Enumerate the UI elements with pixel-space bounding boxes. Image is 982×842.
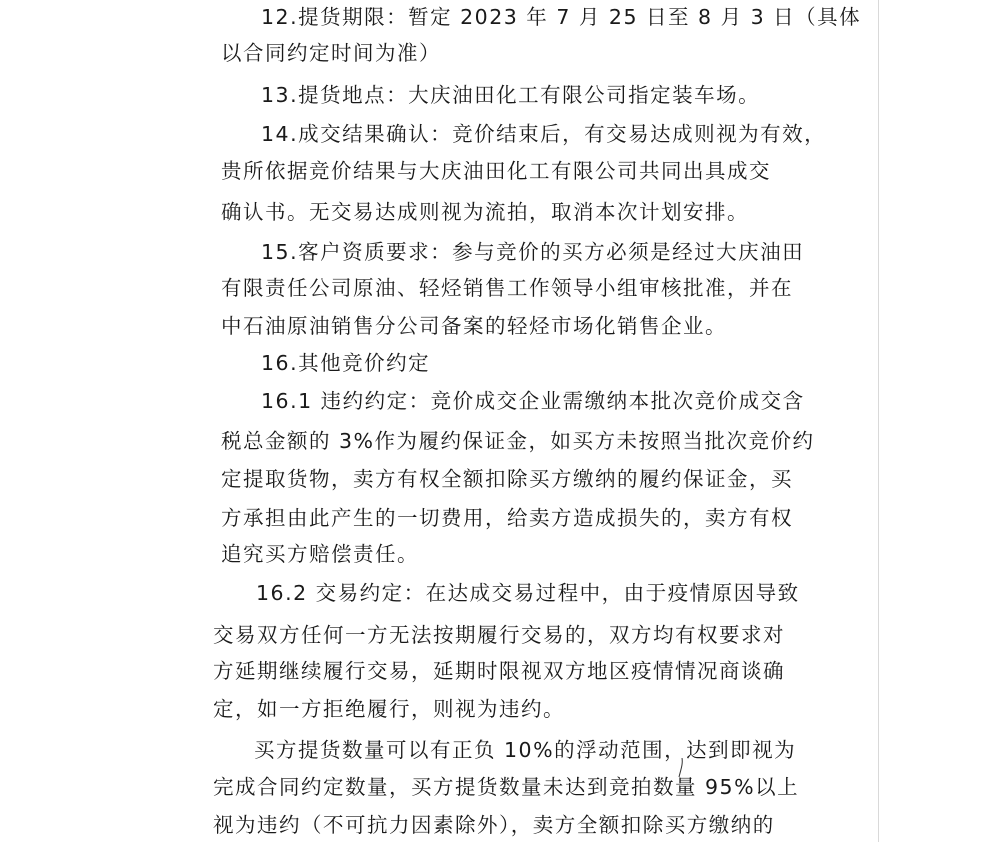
text-line: 定，如一方拒绝履行，则视为违约。 — [213, 697, 565, 721]
text-line: 12.提货期限：暂定 2023 年 7 月 25 日至 8 月 3 日（具体 — [261, 5, 862, 29]
text-line: 16.2 交易约定：在达成交易过程中，由于疫情原因导致 — [256, 581, 800, 605]
page-edge-divider — [878, 0, 879, 842]
text-line: 以合同约定时间为准） — [221, 41, 441, 65]
text-line: 有限责任公司原油、轻烃销售工作领导小组审核批准，并在 — [221, 276, 793, 300]
text-line: 14.成交结果确认：竞价结束后，有交易达成则视为有效， — [261, 122, 827, 146]
text-line: 交易双方任何一方无法按期履行交易的，双方均有权要求对 — [213, 623, 785, 647]
text-line: 中石油原油销售分公司备案的轻烃市场化销售企业。 — [221, 314, 727, 338]
text-line: 完成合同约定数量，买方提货数量未达到竞拍数量 95%以上 — [213, 775, 800, 799]
text-line: 贵所依据竞价结果与大庆油田化工有限公司共同出具成交 — [221, 159, 771, 183]
text-line: 买方提货数量可以有正负 10%的浮动范围，达到即视为 — [254, 738, 797, 762]
text-line: 15.客户资质要求：参与竞价的买方必须是经过大庆油田 — [261, 240, 805, 264]
text-line: 16.1 违约约定：竞价成交企业需缴纳本批次竞价成交含 — [261, 389, 805, 413]
text-line: 13.提货地点：大庆油田化工有限公司指定装车场。 — [261, 83, 761, 107]
pen-mark-icon — [678, 758, 684, 778]
text-line: 定提取货物，卖方有权全额扣除买方缴纳的履约保证金，买 — [221, 467, 793, 491]
text-line: 视为违约（不可抗力因素除外），卖方全额扣除买方缴纳的 — [213, 813, 775, 837]
text-line: 追究买方赔偿责任。 — [221, 542, 419, 566]
text-line: 方延期继续履行交易，延期时限视双方地区疫情情况商谈确 — [213, 659, 785, 683]
section-heading: 16.其他竞价约定 — [261, 351, 431, 375]
text-line: 税总金额的 3%作为履约保证金，如买方未按照当批次竞价约 — [221, 429, 815, 453]
text-line: 方承担由此产生的一切费用，给卖方造成损失的，卖方有权 — [221, 506, 793, 530]
text-line: 确认书。无交易达成则视为流拍，取消本次计划安排。 — [221, 200, 749, 224]
